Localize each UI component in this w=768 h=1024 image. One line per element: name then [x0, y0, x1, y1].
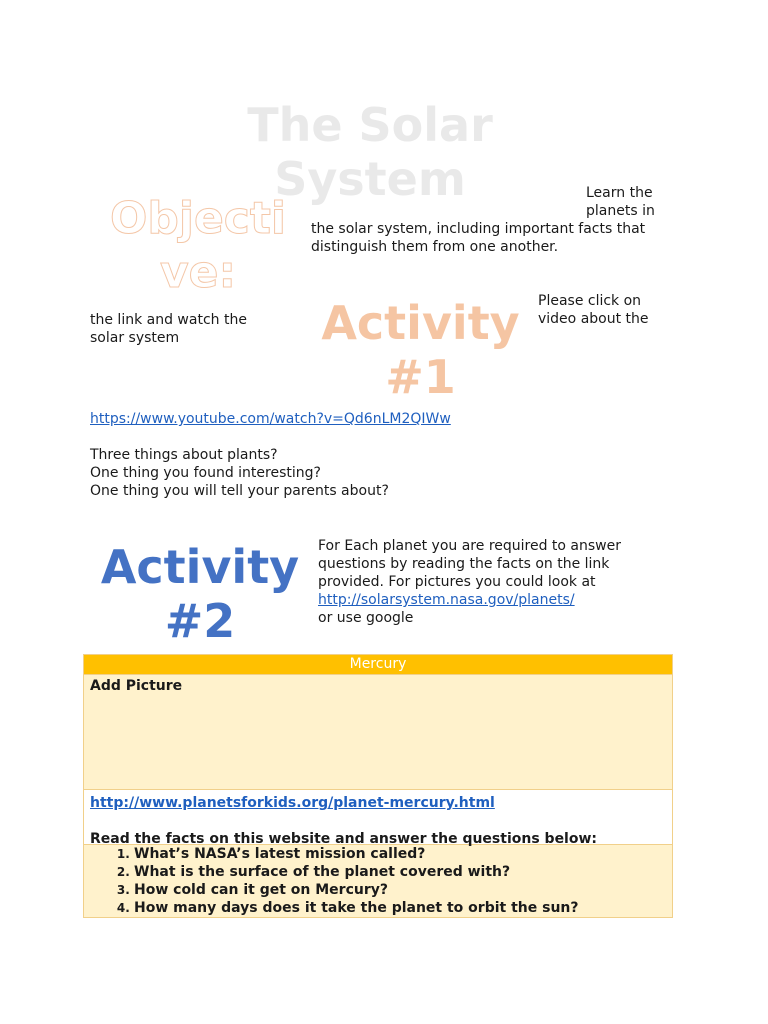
activity2-suffix: or use google — [318, 610, 414, 626]
list-item: 2. What is the surface of the planet covered with? — [134, 863, 666, 881]
activity1-text-right: Please click on video about the — [538, 293, 649, 327]
objective-text-right: Learn the planets in — [586, 185, 655, 219]
list-item: 1. What’s NASA’s latest mission called? — [134, 845, 666, 863]
activity2-heading: Activity #2 — [100, 540, 300, 648]
activity1-text-left: the link and watch the solar system — [90, 312, 247, 346]
activity1-questions — [90, 446, 510, 500]
list-item: 3. How cold can it get on Mercury? — [134, 881, 666, 899]
planet-link[interactable]: http://www.planetsforkids.org/planet-mercury.html — [90, 795, 495, 811]
table-header: Mercury — [84, 655, 672, 674]
link-cell — [84, 789, 672, 847]
objective-heading: Objective: — [109, 193, 287, 298]
activity2-intro — [318, 537, 663, 627]
picture-cell[interactable] — [84, 674, 672, 789]
instruction-text: Read the facts on this website and answer the questions below: — [90, 831, 598, 847]
nasa-link[interactable]: http://solarsystem.nasa.gov/planets/ — [318, 592, 575, 608]
planet-table — [83, 654, 673, 918]
activity1-heading: Activity #1 — [321, 296, 520, 404]
picture-label: Add Picture — [90, 678, 183, 694]
question-list — [90, 845, 666, 917]
youtube-link[interactable]: https://www.youtube.com/watch?v=Qd6nLM2QIWw — [90, 411, 451, 427]
list-item: 4. How many days does it take the planet to orbit the sun? — [134, 899, 666, 917]
question-item: One thing you found interesting? — [90, 465, 321, 481]
questions-cell — [84, 844, 672, 917]
activity2-intro-text: For Each planet you are required to answer questions by reading the facts on the link provided. For pictures you could look at — [318, 538, 621, 590]
question-item: Three things about plants? — [90, 447, 278, 463]
question-item: One thing you will tell your parents about? — [90, 483, 389, 499]
page-title: The Solar System — [247, 98, 493, 206]
objective-text: the solar system, including important facts that distinguish them from one another. — [311, 221, 646, 255]
